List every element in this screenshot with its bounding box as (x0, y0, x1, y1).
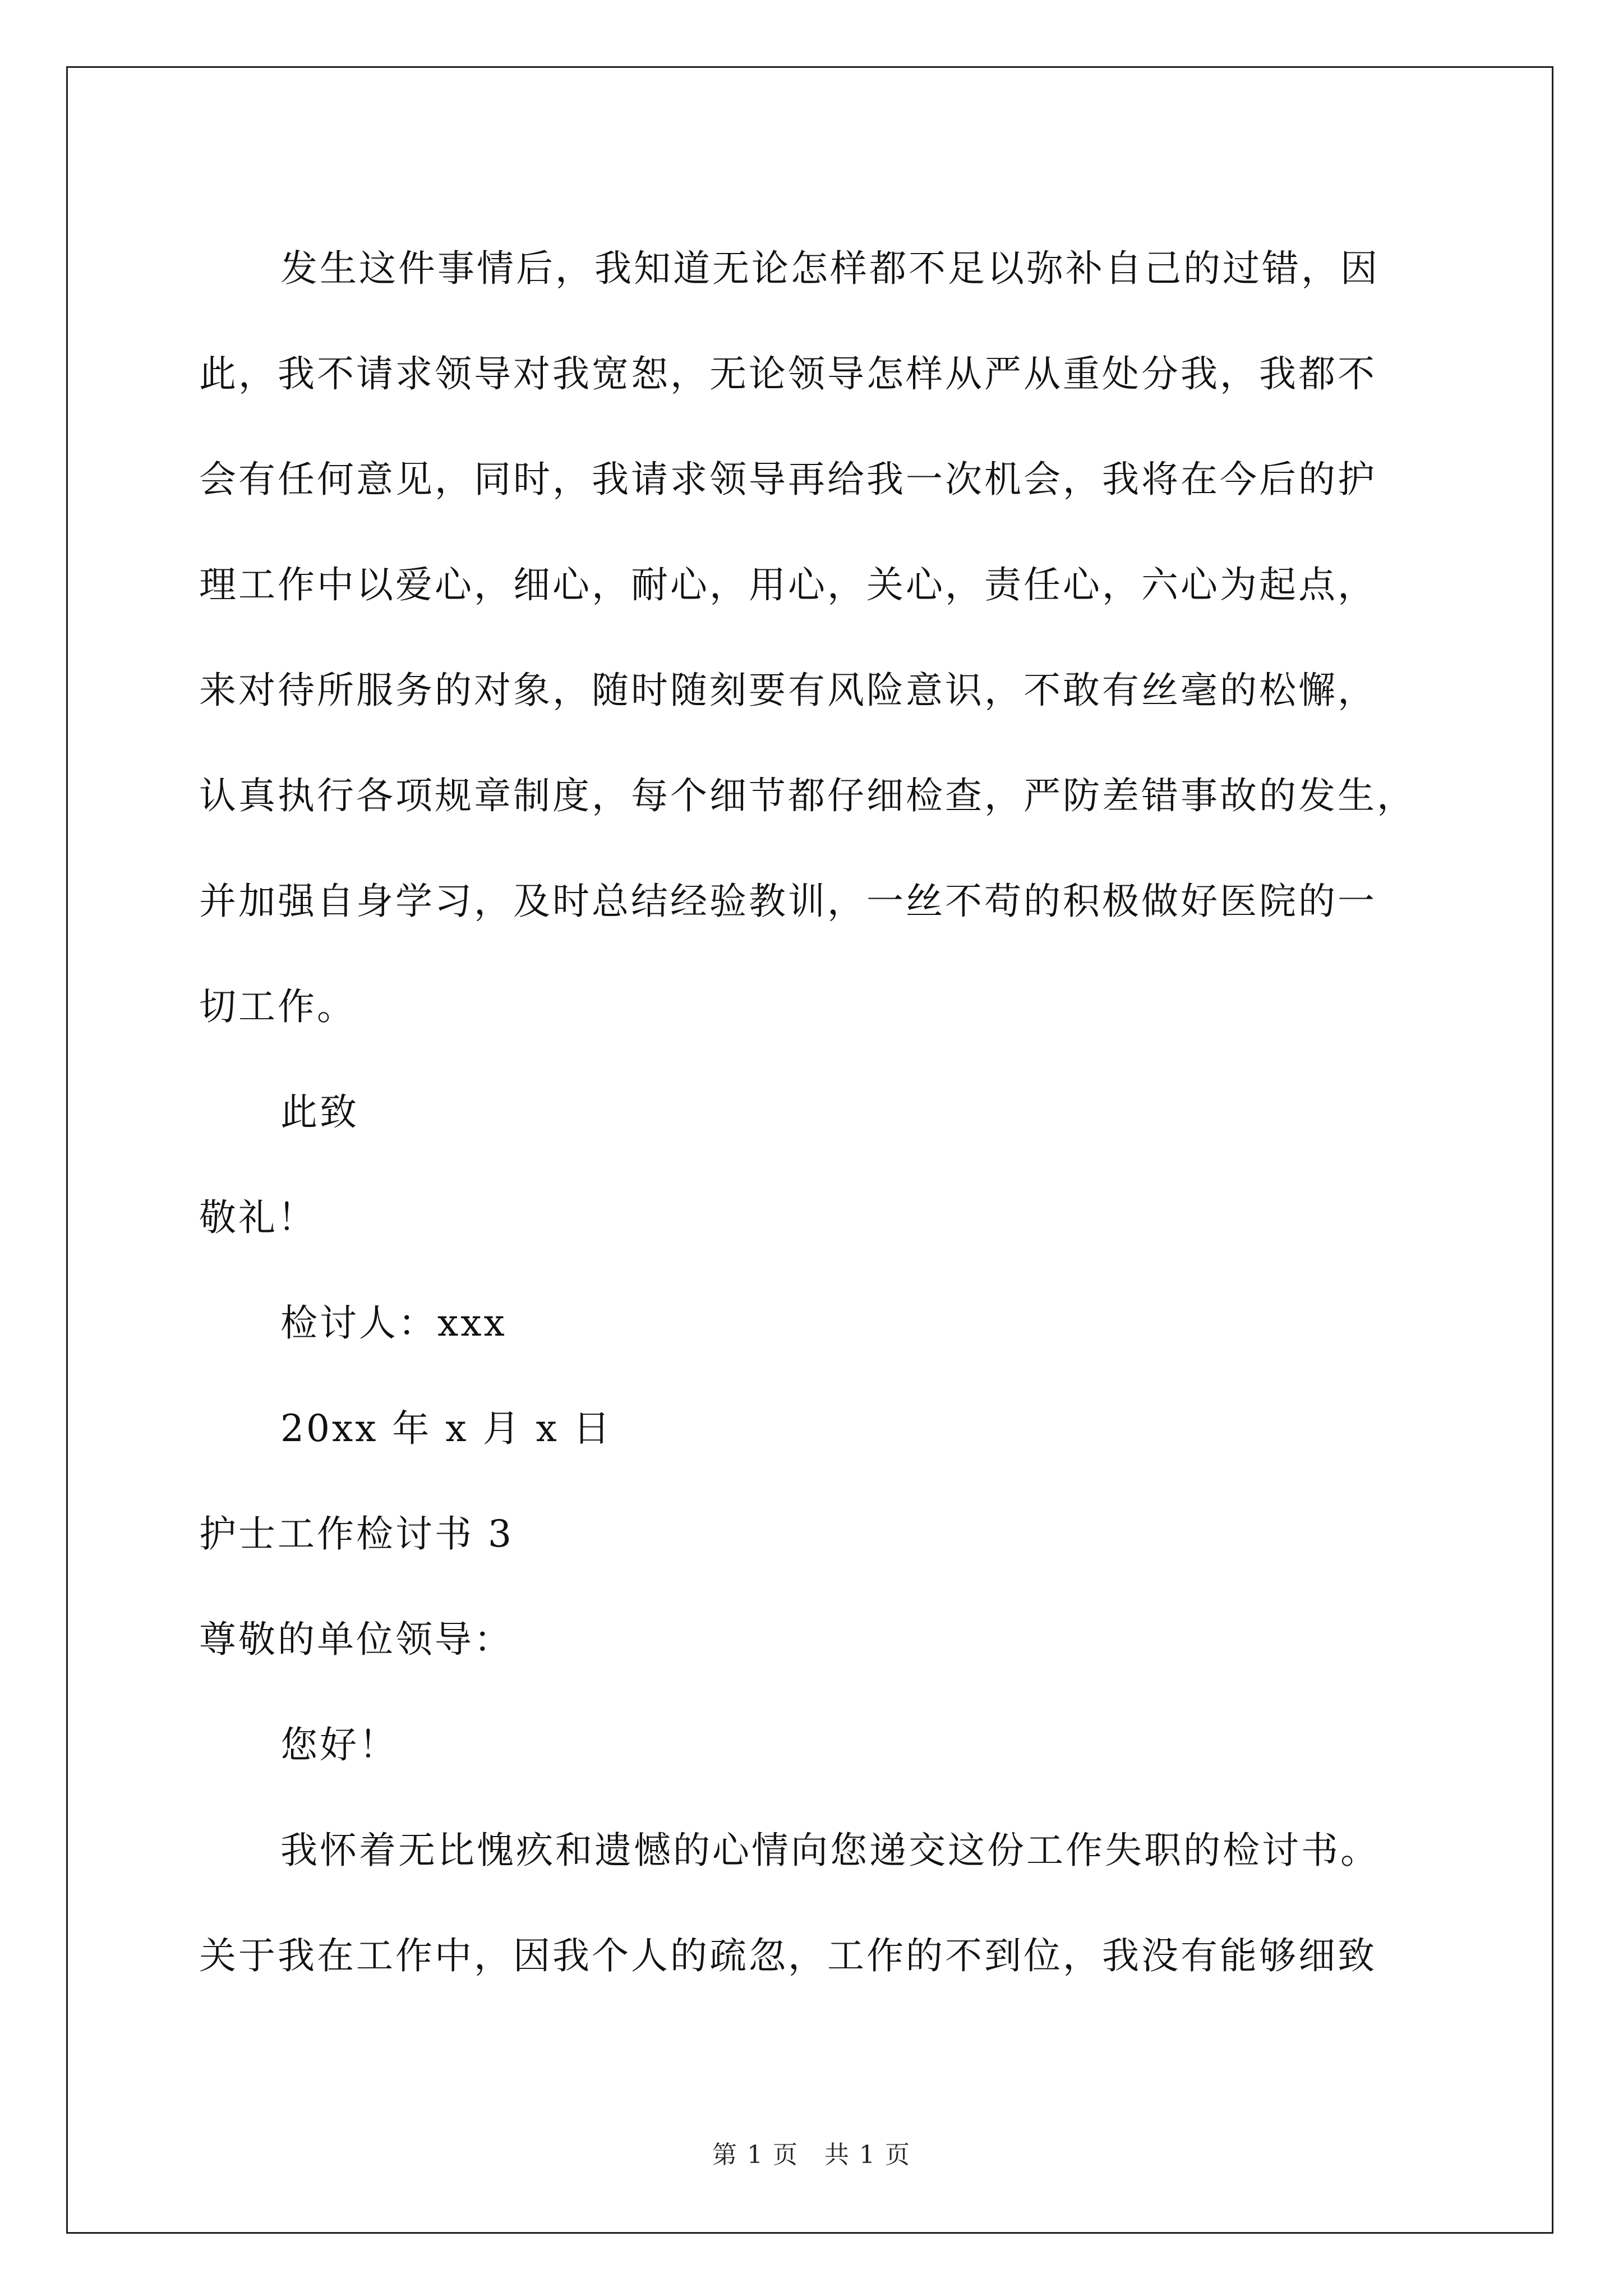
recipient-line: 尊敬的单位领导： (199, 1618, 513, 1661)
paragraph-line: 理工作中以爱心，细心，耐心，用心，关心，责任心，六心为起点， (199, 563, 1377, 606)
paragraph-line: 我怀着无比愧疚和遗憾的心情向您递交这份工作失职的检讨书。 (280, 1829, 1380, 1872)
greeting-line: 您好！ (280, 1723, 398, 1766)
paragraph-line: 此，我不请求领导对我宽恕，无论领导怎样从严从重处分我，我都不 (199, 352, 1377, 395)
paragraph-line: 会有任何意见，同时，我请求领导再给我一次机会，我将在今后的护 (199, 458, 1377, 501)
page-footer: 第 1 页 共 1 页 (712, 2141, 911, 2169)
section-title: 护士工作检讨书 3 (199, 1512, 514, 1556)
paragraph-line: 发生这件事情后，我知道无论怎样都不足以弥补自己的过错，因 (280, 247, 1380, 290)
date-line: 20xx 年 x 月 x 日 (280, 1407, 612, 1450)
paragraph-line: 并加强自身学习，及时总结经验教训，一丝不苟的积极做好医院的一 (199, 880, 1377, 923)
paragraph-line: 关于我在工作中，因我个人的疏忽，工作的不到位，我没有能够细致 (199, 1934, 1377, 1977)
paragraph-line: 来对待所服务的对象，随时随刻要有风险意识，不敢有丝毫的松懈， (199, 669, 1377, 712)
document-body (199, 216, 1461, 2009)
closing-respect: 敬礼！ (199, 1196, 317, 1239)
paragraph-line: 切工作。 (199, 985, 356, 1028)
closing-salutation: 此致 (280, 1091, 359, 1134)
paragraph-line: 认真执行各项规章制度，每个细节都仔细检查，严防差错事故的发生， (199, 774, 1416, 817)
signature-line: 检讨人：xxx (280, 1301, 507, 1345)
